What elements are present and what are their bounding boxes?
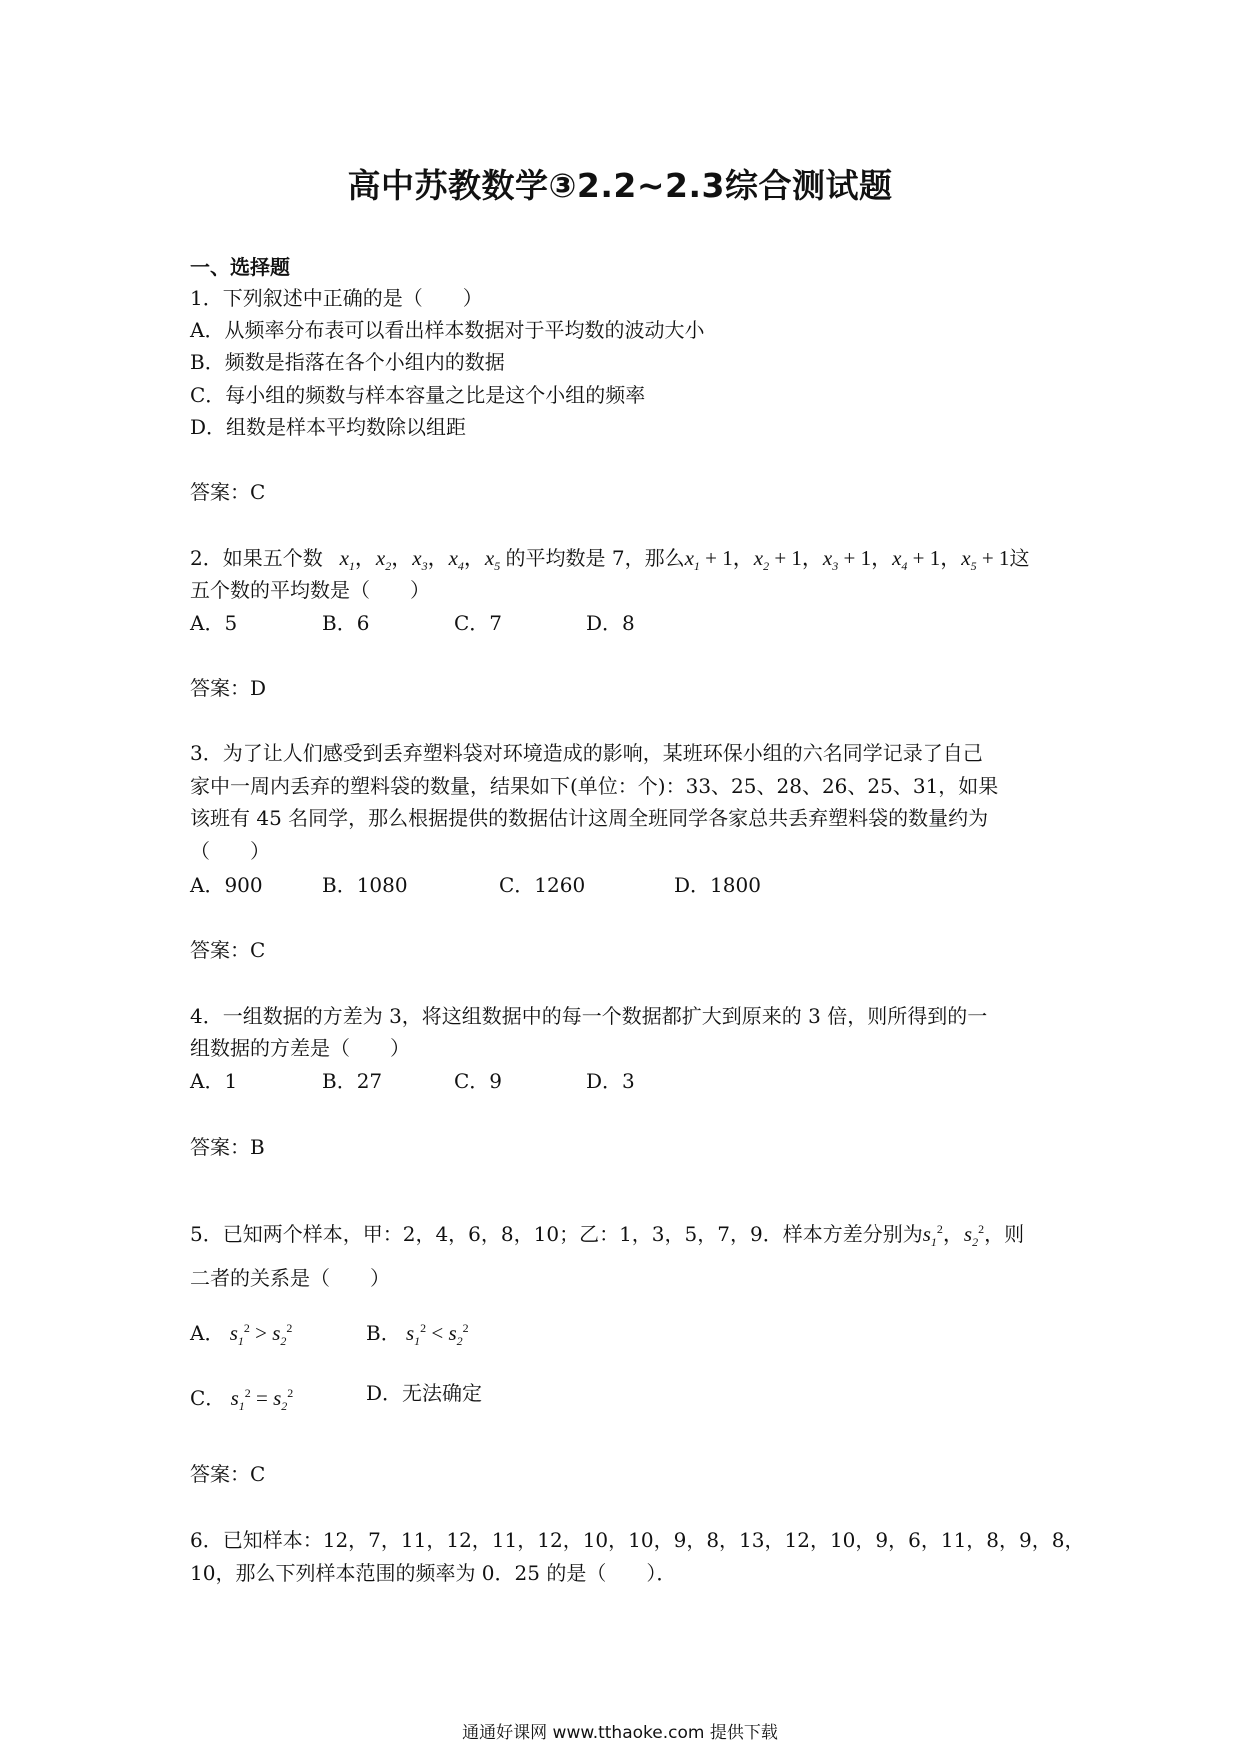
q5-option-a-label: A． bbox=[190, 1321, 225, 1345]
q5-line1 bbox=[190, 1217, 1024, 1254]
q5-option-b bbox=[366, 1316, 469, 1353]
q2-stem-line2: 五个数的平均数是（ ） bbox=[190, 578, 430, 602]
q1-option-c: C．每小组的频数与样本容量之比是这个小组的频率 bbox=[190, 383, 646, 407]
q2-stem-mid: 的平均数是 7，那么 bbox=[505, 546, 685, 570]
q1-stem: 1．下列叙述中正确的是（ ） bbox=[190, 286, 483, 310]
q5-option-c-formula: $s_1^2 = s_2^2$ bbox=[225, 1386, 294, 1414]
q4-option-c: C．9 bbox=[454, 1069, 503, 1093]
q6-line2: 10，那么下列样本范围的频率为 0．25 的是（ ）． bbox=[190, 1561, 677, 1585]
q1-option-d: D．组数是样本平均数除以组距 bbox=[190, 415, 467, 439]
page-footer: 通通好课网 www.tthaoke.com 提供下载 bbox=[462, 1723, 778, 1743]
q2-answer: 答案：D bbox=[190, 676, 267, 700]
q5-answer: 答案：C bbox=[190, 1462, 266, 1486]
q1-answer: 答案：C bbox=[190, 480, 266, 504]
q3-answer: 答案：C bbox=[190, 938, 266, 962]
q5-option-a bbox=[190, 1316, 292, 1353]
q4-option-d: D．3 bbox=[586, 1069, 635, 1093]
q5-option-c-label: C． bbox=[190, 1386, 226, 1410]
page-title: 高中苏教数学③2.2~2.3综合测试题 bbox=[347, 166, 893, 205]
q4-option-a: A．1 bbox=[190, 1069, 238, 1093]
q2-stem bbox=[190, 546, 1029, 578]
q2-option-c: C．7 bbox=[454, 611, 503, 635]
q2-option-b: B．6 bbox=[322, 611, 370, 635]
q5-variance-symbols: $s_1^2$，$s_2^2$ bbox=[922, 1222, 985, 1250]
q2-option-a: A．5 bbox=[190, 611, 238, 635]
q4-answer: 答案：B bbox=[190, 1135, 265, 1159]
q3-option-c: C．1260 bbox=[499, 873, 586, 897]
q2-stem-suffix: 这 bbox=[1009, 546, 1030, 570]
q6-line1: 6．已知样本：12，7，11，12，11，12，10，10，9，8，13，12，10，9，6，11，8，9，8， bbox=[190, 1528, 1085, 1552]
q1-option-a: A．从频率分布表可以看出样本数据对于平均数的波动大小 bbox=[190, 318, 705, 342]
q1-option-b: B．频数是指落在各个小组内的数据 bbox=[190, 350, 505, 374]
q3-option-b: B．1080 bbox=[322, 873, 408, 897]
q3-option-a: A．900 bbox=[190, 873, 263, 897]
q3-line2: 家中一周内丢弃的塑料袋的数量，结果如下(单位：个)：33、25、28、26、25、31，如果 bbox=[190, 774, 999, 798]
q5-option-d: D．无法确定 bbox=[366, 1381, 483, 1405]
q5-option-b-label: B． bbox=[366, 1321, 401, 1345]
q3-line3: 该班有 45 名同学，那么根据提供的数据估计这周全班同学各家总共丢弃塑料袋的数量约为 bbox=[190, 806, 989, 830]
q5-option-a-formula: $s_1^2 > s_2^2$ bbox=[224, 1321, 293, 1349]
q5-line1-prefix: 5．已知两个样本，甲：2，4，6，8，10；乙：1，3，5，7，9．样本方差分别为 bbox=[190, 1222, 923, 1246]
section-heading: 一、选择题 bbox=[190, 255, 290, 279]
q3-line1: 3．为了让人们感受到丢弃塑料袋对环境造成的影响，某班环保小组的六名同学记录了自己 bbox=[190, 741, 983, 765]
q2-option-d: D．8 bbox=[586, 611, 635, 635]
q4-line2: 组数据的方差是（ ） bbox=[190, 1036, 410, 1060]
q2-stem-prefix: 2．如果五个数 bbox=[190, 546, 323, 570]
q5-option-c bbox=[190, 1381, 293, 1418]
q3-option-d: D．1800 bbox=[674, 873, 761, 897]
q4-option-b: B．27 bbox=[322, 1069, 383, 1093]
q5-line1-suffix: ，则 bbox=[984, 1222, 1025, 1246]
q5-line2: 二者的关系是（ ） bbox=[190, 1266, 390, 1290]
q2-variables: $x_1$，$x_2$，$x_3$，$x_4$，$x_5$ bbox=[329, 546, 501, 574]
q4-line1: 4．一组数据的方差为 3，将这组数据中的每一个数据都扩大到原来的 3 倍，则所得到的一 bbox=[190, 1004, 988, 1028]
q5-option-b-formula: $s_1^2 < s_2^2$ bbox=[400, 1321, 469, 1349]
q3-line4: （ ） bbox=[190, 839, 270, 863]
q2-shifted-variables: $x_1 + 1$，$x_2 + 1$，$x_3 + 1$，$x_4 + 1$，$x_5 + 1$ bbox=[684, 546, 1010, 574]
